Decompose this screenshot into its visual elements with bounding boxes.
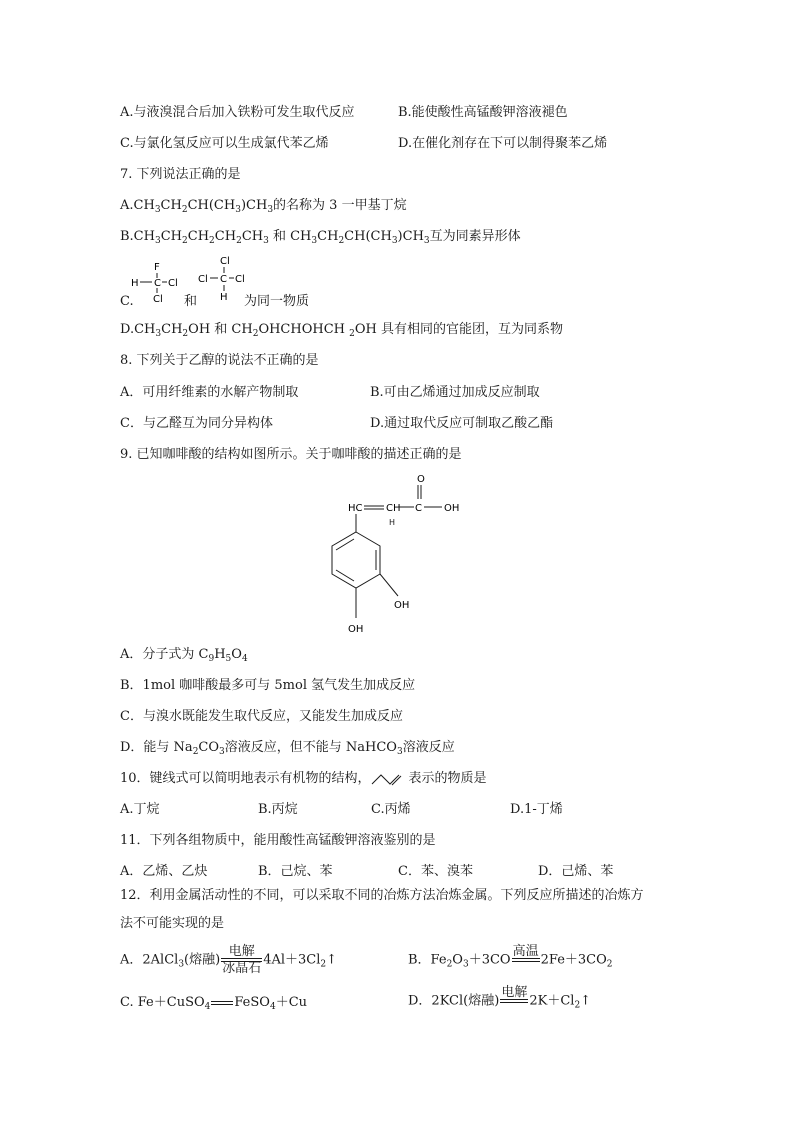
- q11-stem: 11．下列各组物质中，能用酸性高锰酸钾溶液鉴别的是: [120, 833, 436, 848]
- q7-option-d: $D.CH_3CH_2OH$ 和 $CH_2OHCHOHCH$ $_2$OH 具有相同的官能团，互为同系物: [120, 322, 564, 339]
- q8-option-b: B.可由乙烯通过加成反应制取: [370, 385, 540, 400]
- q12-stem-line2: 法不可能实现的是: [120, 916, 225, 931]
- struct2-center: C: [220, 274, 227, 285]
- q11-option-b: B．己烷、苯: [258, 864, 333, 879]
- q12-option-c: C. Fe＋CuSO$_4$ FeSO$_4$＋Cu: [120, 995, 308, 1012]
- q11-option-d: D．己烯、苯: [538, 864, 614, 879]
- q7-structure-1: [126, 258, 186, 306]
- struct2-top: Cl: [220, 256, 230, 267]
- q12-stem-line1: 12．利用金属活动性的不同，可以采取不同的冶炼方法冶炼金属。下列反应所描述的冶炼方: [120, 888, 644, 903]
- q6-option-b: B.能使酸性高锰酸钾溶液褪色: [398, 105, 568, 120]
- q10-option-c: C.丙烯: [371, 802, 411, 817]
- label-c: C: [415, 503, 422, 514]
- q11-option-a: A．乙烯、乙炔: [120, 864, 208, 879]
- svg-text:H: H: [389, 518, 396, 527]
- q12-option-b: B．$Fe_2O_3+3CO$ 高温 $2Fe+3CO_2$: [408, 944, 613, 970]
- q8-option-a: A．可用纤维素的水解产物制取: [120, 385, 299, 400]
- q10-option-a: A.丁烷: [120, 802, 160, 817]
- struct1-left: H: [131, 278, 139, 289]
- q7-option-c-label: C.: [120, 294, 134, 309]
- q7-option-a: $A.CH_3CH_2CH(CH_3)CH_3$的名称为 3 一甲基丁烷: [120, 198, 407, 215]
- label-oh-ring-1: OH: [394, 600, 410, 611]
- q7-option-b: $B.CH_3CH_2CH_2CH_2CH_3$ 和 $CH_3CH_2CH(CH_3)CH_3$互为同素异形体: [120, 229, 521, 246]
- q7-stem: 7. 下列说法正确的是: [120, 167, 241, 182]
- label-o: O: [417, 474, 425, 485]
- q8-option-c: C．与乙醛互为同分异构体: [120, 416, 273, 431]
- struct1-right: Cl: [168, 278, 178, 289]
- label-ch-top: CH: [386, 503, 401, 514]
- q6-option-a: A.与液溴混合后加入铁粉可发生取代反应: [120, 105, 355, 120]
- q6-option-c: C.与氯化氢反应可以生成氯代苯乙烯: [120, 136, 329, 151]
- q12-option-a: A．2AlCl$_3$(熔融) $\frac{\text{电解}}{\text{冰晶石}}$ $4Al+3Cl_2↑$: [120, 944, 338, 976]
- struct1-center: C: [154, 278, 161, 289]
- q6-option-d: D.在催化剂存在下可以制得聚苯乙烯: [398, 136, 608, 151]
- q9-option-b: B．1mol 咖啡酸最多可与 5mol 氢气发生加成反应: [120, 678, 416, 693]
- q10-stem: 10．键线式可以简明地表示有机物的结构， 表示的物质是: [120, 771, 487, 786]
- struct2-bottom: H: [220, 292, 228, 303]
- q9-option-d: D．能与 $Na_2CO_3$溶液反应，但不能与 NaHCO$_3$溶液反应: [120, 740, 455, 757]
- label-hc: HC: [348, 503, 363, 514]
- q11-option-c: C．苯、溴苯: [398, 864, 473, 879]
- q7-option-c-post: 为同一物质: [244, 294, 310, 309]
- q7-option-c-and: 和: [184, 294, 198, 309]
- struct1-top: F: [154, 262, 160, 273]
- q8-option-d: D.通过取代反应可制取乙酸乙酯: [370, 416, 554, 431]
- struct1-bottom: Cl: [153, 294, 163, 305]
- skeletal-formula-icon: [371, 772, 409, 786]
- struct2-left: Cl: [198, 274, 208, 285]
- struct2-right: Cl: [235, 274, 245, 285]
- q12-option-d: D．2KCl(熔融) 电解 $2K+Cl_2↑$: [408, 985, 592, 1011]
- caffeic-acid-structure: [330, 470, 480, 640]
- label-oh-acid: OH: [444, 503, 460, 514]
- q10-option-d: D.1-丁烯: [510, 802, 563, 817]
- q9-stem: 9. 已知咖啡酸的结构如图所示。关于咖啡酸的描述正确的是: [120, 447, 462, 462]
- label-oh-ring-2: OH: [348, 624, 364, 635]
- q8-stem: 8. 下列关于乙醇的说法不正确的是: [120, 353, 319, 368]
- q9-option-a: A．分子式为 $C_9H_5O_4$: [120, 647, 248, 664]
- q9-option-c: C．与溴水既能发生取代反应，又能发生加成反应: [120, 709, 403, 724]
- q10-option-b: B.丙烷: [258, 802, 298, 817]
